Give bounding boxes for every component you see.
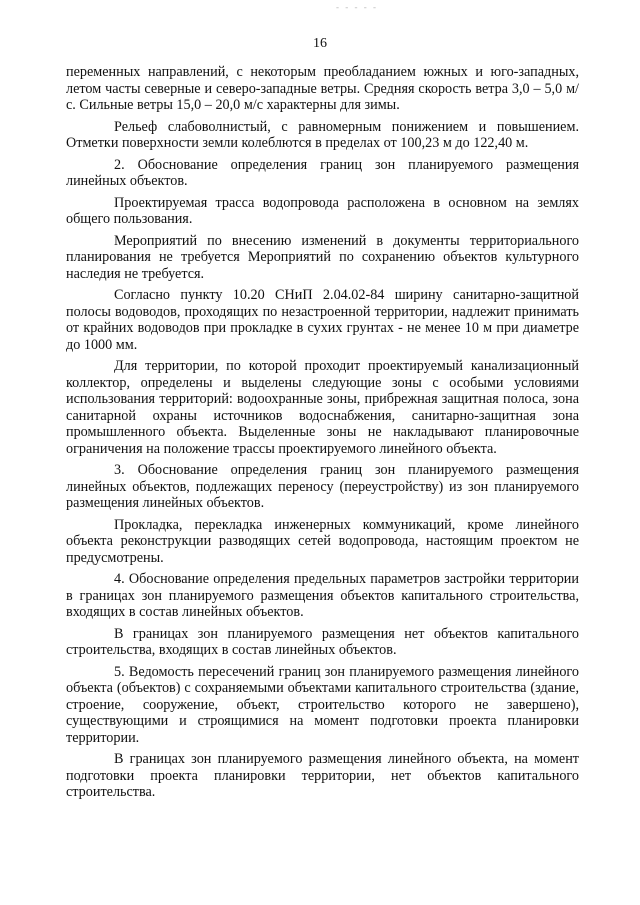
heading-section-5: 5. Ведомость пересечений границ зон планируемого размещения линейного объекта (объектов) с сохраняемыми объектами капитального строительства (здание, строение, сооружение, объект, строительство которого не завершено), существующими и строящимися на момент подготовки проекта планировки территории. [66,663,579,746]
paragraph-no-intersections: В границах зон планируемого размещения линейного объекта, на момент подготовки проекта планировки территории, нет объектов капитального строительства. [66,751,579,800]
scan-artifact-mark: - - - - - [336,2,378,12]
heading-section-3: 3. Обоснование определения границ зон планируемого размещения линейных объектов, подлежащих переносу (переустройству) из зон планируемого размещения линейных объектов. [66,462,579,511]
document-body [66,64,579,806]
page-number: 16 [313,36,327,51]
paragraph-measures: Мероприятий по внесению изменений в документы территориального планирования не требуется Мероприятий по сохранению объектов культурного наследия не требуется. [66,232,579,282]
paragraph-no-buildings: В границах зон планируемого размещения нет объектов капитального строительства, входящих в состав линейных объектов. [66,625,579,658]
paragraph-sanitary-strip: Согласно пункту 10.20 СНиП 2.04.02-84 ширину санитарно-защитной полосы водоводов, проходящих по незастроенной территории, надлежит принимать от крайних водоводов при прокладке в сухих грунтах - не менее 10 м при диаметре до 1000 мм. [66,287,579,353]
paragraph-water-route: Проектируемая трасса водопровода расположена в основном на землях общего пользования. [66,194,579,227]
heading-section-4: 4. Обоснование определения предельных параметров застройки территории в границах зон планируемого размещения объектов капитального строительства, входящих в состав линейных объектов. [66,571,579,620]
paragraph-special-zones: Для территории, по которой проходит проектируемый канализационный коллектор, определены и выделены следующие зоны с особыми условиями использования территорий: водоохранные зоны, прибрежная защитная полоса, зона санитарной охраны источников водоснабжения, санитарно-защитная зона промышленного объекта. Выделенные зоны не накладывают планировочные ограничения на положение трассы проектируемого линейного объекта. [66,358,579,457]
paragraph-relief: Рельеф слабоволнистый, с равномерным понижением и повышением. Отметки поверхности земли колеблются в пределах от 100,23 м до 122,40 м. [66,118,579,151]
paragraph-relocation: Прокладка, перекладка инженерных коммуникаций, кроме линейного объекта реконструкции разводящих сетей водопровода, настоящим проектом не предусмотрены. [66,516,579,566]
heading-section-2: 2. Обоснование определения границ зон планируемого размещения линейных объектов. [66,156,579,189]
paragraph-wind-continuation: переменных направлений, с некоторым преобладанием южных и юго-западных, летом часты северные и северо-западные ветры. Средняя скорость ветра 3,0 – 5,0 м/с. Сильные ветры 15,0 – 20,0 м/с характерны для зимы. [66,64,579,113]
